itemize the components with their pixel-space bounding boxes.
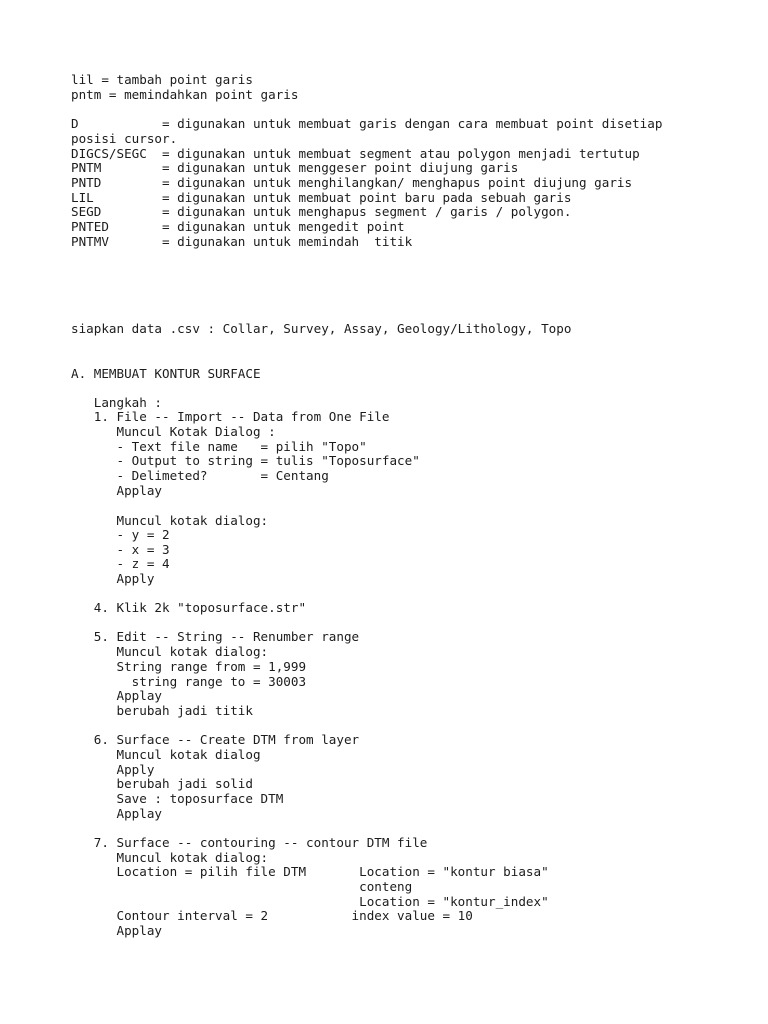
text-line: string range to = 30003 [71,674,307,689]
text-line: Applay [71,483,162,498]
text-line: pntm = memindahkan point garis [71,87,299,102]
text-line: PNTM = digunakan untuk menggeser point diujung garis [71,160,519,175]
text-line: - Text file name = pilih "Topo" [71,439,367,454]
section-heading: A. MEMBUAT KONTUR SURFACE [71,366,261,381]
text-line: Applay [71,923,162,938]
text-line: Muncul kotak dialog: [71,644,269,659]
text-line: LIL = digunakan untuk membuat point baru pada sebuah garis [71,190,572,205]
text-line: Apply [71,762,155,777]
text-line: Muncul kotak dialog [71,747,261,762]
step-item: 7. Surface -- contouring -- contour DTM file [71,835,428,850]
text-line: siapkan data .csv : Collar, Survey, Assay, Geology/Lithology, Topo [71,321,572,336]
text-line: Applay [71,688,162,703]
text-line: - Output to string = tulis "Toposurface" [71,453,420,468]
text-line: Muncul Kotak Dialog : [71,424,276,439]
text-line: DIGCS/SEGC = digunakan untuk membuat segment atau polygon menjadi tertutup [71,146,640,161]
text-line: - Delimeted? = Centang [71,468,329,483]
text-line: Location = pilih file DTM Location = "kontur biasa" [71,864,549,879]
text-line: PNTD = digunakan untuk menghilangkan/ menghapus point diujung garis [71,175,633,190]
text-line: lil = tambah point garis [71,72,253,87]
text-line: Location = "kontur_index" [71,894,549,909]
text-line: Contour interval = 2 index value = 10 [71,908,473,923]
text-line: Muncul kotak dialog: [71,850,269,865]
text-line: String range from = 1,999 [71,659,307,674]
text-line: conteng [71,879,413,894]
text-line: berubah jadi solid [71,776,253,791]
text-line: Save : toposurface DTM [71,791,284,806]
step-item: 6. Surface -- Create DTM from layer [71,732,360,747]
text-line: berubah jadi titik [71,703,253,718]
text-line: PNTMV = digunakan untuk memindah titik [71,234,413,249]
text-line: - x = 3 [71,542,170,557]
step-item: 1. File -- Import -- Data from One File [71,409,390,424]
text-line: - y = 2 [71,527,170,542]
step-item: 4. Klik 2k "toposurface.str" [71,600,307,615]
text-line: D = digunakan untuk membuat garis dengan cara membuat point disetiap [71,116,663,131]
text-line: Apply [71,571,155,586]
step-item: 5. Edit -- String -- Renumber range [71,629,360,644]
text-line: posisi cursor. [71,131,178,146]
text-line: - z = 4 [71,556,170,571]
text-line: SEGD = digunakan untuk menghapus segment / garis / polygon. [71,204,572,219]
text-line: Applay [71,806,162,821]
text-line: Muncul kotak dialog: [71,513,269,528]
text-line: PNTED = digunakan untuk mengedit point [71,219,405,234]
text-line: Langkah : [71,395,162,410]
